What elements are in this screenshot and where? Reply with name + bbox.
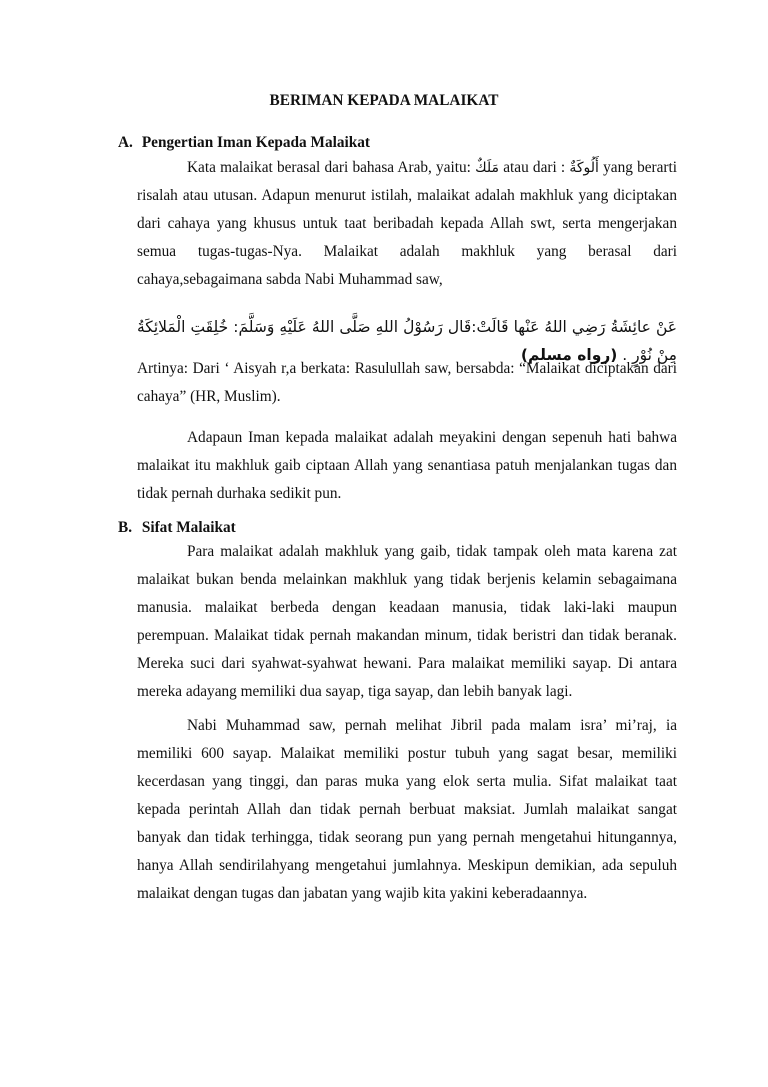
arabic-word-malak: مَلَكٌ: [475, 160, 500, 176]
section-a-p1-text-start: Kata malaikat berasal dari bahasa Arab, yaitu:: [187, 159, 476, 176]
section-a-title: Pengertian Iman Kepada Malaikat: [141, 134, 371, 151]
hadith-arabic-text: عَنْ عائِشَةُ رَضِي اللهُ عَنْها قَالَتْ:قَال رَسُوْلُ اللهِ صَلَّى اللهُ عَلَيْهِ وَسَلَّمَ: خُلِقَتِ الْمَلائِكَةُ مِنْ نُوْرٍ .: [137, 318, 677, 364]
document-title: BERIMAN KEPADA MALAIKAT: [269, 92, 499, 109]
section-b-title: Sifat Malaikat: [141, 519, 236, 536]
section-b-paragraph-1: Para malaikat adalah makhluk yang gaib, tidak tampak oleh mata karena zat malaikat bukan benda melainkan makhluk yang tidak berjenis kelamin sebagaimana manusia. malaikat berbeda dengan keadaan manusia, tidak laki-laki maupun perempuan. Malaikat tidak pernah makandan minum, tidak beristri dan tidak beranak. Mereka suci dari syahwat-syahwat hewani. Para malaikat memiliki sayap. Di antara mereka adayang memiliki dua sayap, tiga sayap, dan lebih banyak lagi.: [137, 543, 677, 700]
section-b-paragraph-2: Nabi Muhammad saw, pernah melihat Jibril pada malam isra’ mi’raj, ia memiliki 600 sayap. Malaikat memiliki postur tubuh yang sagat besar, memiliki kecerdasan yang tinggi, dan paras muka yang elok serta mulia. Sifat malaikat taat kepada perintah Allah dan tidak pernah berbuat maksiat. Jumlah malaikat sangat banyak dan tidak terhingga, tidak seorang pun yang pernah mengetahui hitungannya, hanya Allah sendirilahyang mengetahui jumlahnya. Meskipun demikian, ada sepuluh malaikat dengan tugas dan jabatan yang wajib kita yakini keberadaannya.: [137, 717, 677, 902]
section-a-paragraph-2: Artinya: Dari ‘ Aisyah r,a berkata: Rasulullah saw, bersabda: “Malaikat diciptakan dari cahaya” (HR, Muslim).: [137, 360, 677, 405]
section-b-letter: B.: [118, 519, 133, 536]
hadith-narrator: (رواه مسلم): [520, 346, 618, 364]
section-a-paragraph-3: Adapaun Iman kepada malaikat adalah meyakini dengan sepenuh hati bahwa malaikat itu makhluk gaib ciptaan Allah yang senantiasa patuh menjalankan tugas dan tidak pernah durhaka sedikit pun.: [137, 429, 677, 502]
section-a-p1-text-middle: atau dari :: [499, 159, 570, 176]
section-a-paragraph-1: [137, 154, 677, 294]
arabic-word-aluka: أَلُوكَةٌ: [569, 160, 599, 176]
section-a-p1-text-end: yang berarti risalah atau utusan. Adapun menurut istilah, malaikat adalah makhluk yang diciptakan dari cahaya yang khusus untuk taat beribadah kepada Allah swt, serta mengerjakan semua tugas-tugas-Nya. Malaikat adalah makhluk yang berasal dari cahaya,sebagaimana sabda Nabi Muhammad saw,: [137, 159, 677, 288]
section-a-letter: A.: [118, 134, 133, 151]
section-b-heading: [118, 519, 236, 537]
section-a-heading: [118, 134, 370, 152]
